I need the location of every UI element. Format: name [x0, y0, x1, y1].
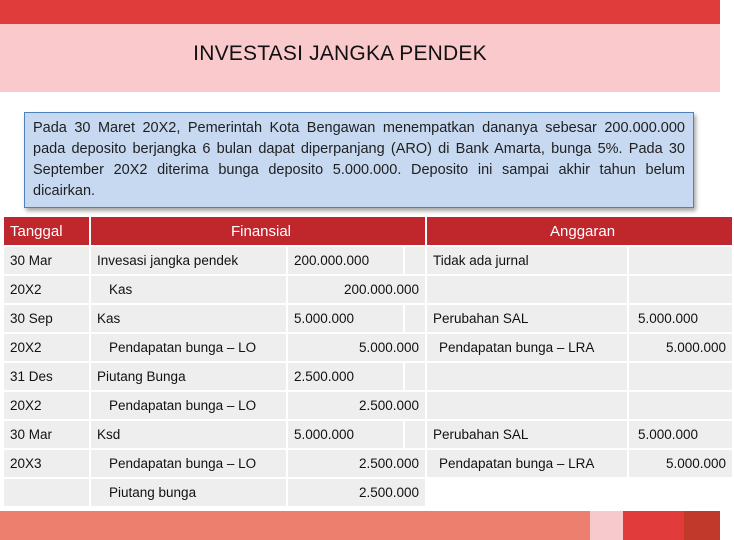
description-box: Pada 30 Maret 20X2, Pemerintah Kota Bengawan menempatkan dananya sebesar 200.000.000 pada deposito berjangka 6 bulan dapat diperpanjang (ARO) di Bank Amarta, bunga 5%. Pada 30 September 20X2 diterima bunga deposito 5.000.000. Deposito ini sampai akhir tahun belum dicairkan.	[24, 112, 694, 208]
cell-finansial-account: Pendapatan bunga – LO	[91, 334, 286, 361]
cell-finansial-credit	[405, 421, 425, 448]
cell-finansial-debit: 5.000.000	[288, 421, 403, 448]
cell-tanggal: 20X2	[4, 276, 89, 303]
cell-anggaran-account: Perubahan SAL	[427, 305, 627, 332]
cell-finansial-debit: 200.000.000	[288, 247, 403, 274]
table-row	[4, 247, 732, 274]
cell-tanggal: 30 Mar	[4, 247, 89, 274]
cell-finansial-account: Kas	[91, 276, 286, 303]
cell-finansial-account: Piutang Bunga	[91, 363, 286, 390]
cell-finansial-debit: 5.000.000	[288, 305, 403, 332]
cell-finansial-credit: 2.500.000	[288, 450, 425, 477]
cell-finansial-account: Pendapatan bunga – LO	[91, 450, 286, 477]
bottom-bar-segment	[0, 511, 590, 540]
cell-tanggal: 30 Mar	[4, 421, 89, 448]
header-anggaran: Anggaran	[427, 217, 732, 245]
cell-anggaran-account	[427, 363, 627, 390]
cell-finansial-credit: 2.500.000	[288, 479, 425, 506]
cell-tanggal: 31 Des	[4, 363, 89, 390]
bottom-bar-segment	[590, 511, 623, 540]
cell-anggaran-account: Tidak ada jurnal	[427, 247, 627, 274]
cell-anggaran-account: Pendapatan bunga – LRA	[427, 334, 627, 361]
cell-anggaran-amount	[629, 363, 732, 390]
cell-finansial-credit: 5.000.000	[288, 334, 425, 361]
cell-finansial-credit	[405, 305, 425, 332]
bottom-bar-segment	[684, 511, 720, 540]
cell-anggaran-debit: 5.000.000	[629, 421, 732, 448]
cell-tanggal: 20X2	[4, 334, 89, 361]
cell-finansial-account: Pendapatan bunga – LO	[91, 392, 286, 419]
cell-tanggal: 20X2	[4, 392, 89, 419]
cell-tanggal	[4, 479, 89, 506]
cell-anggaran-account: Perubahan SAL	[427, 421, 627, 448]
header-tanggal: Tanggal	[4, 217, 89, 245]
cell-finansial-account: Ksd	[91, 421, 286, 448]
cell-anggaran-amount	[629, 247, 732, 274]
table-row	[4, 305, 732, 332]
cell-finansial-credit	[405, 363, 425, 390]
top-accent-bar	[0, 0, 720, 24]
cell-anggaran-amount	[629, 392, 732, 419]
cell-finansial-account: Invesasi jangka pendek	[91, 247, 286, 274]
table-row	[4, 392, 732, 419]
cell-anggaran-account	[427, 392, 627, 419]
cell-tanggal: 30 Sep	[4, 305, 89, 332]
table-row	[4, 363, 732, 390]
cell-anggaran-amount	[629, 276, 732, 303]
cell-finansial-account: Kas	[91, 305, 286, 332]
table-header-row	[4, 217, 732, 245]
journal-table	[2, 215, 734, 508]
table-row	[4, 276, 732, 303]
bottom-bar-segment	[623, 511, 684, 540]
header-finansial: Finansial	[91, 217, 425, 245]
cell-finansial-credit	[405, 247, 425, 274]
table-row	[4, 421, 732, 448]
cell-anggaran-credit: 5.000.000	[629, 334, 732, 361]
cell-anggaran-credit: 5.000.000	[629, 450, 732, 477]
cell-anggaran-debit: 5.000.000	[629, 305, 732, 332]
slide-title: INVESTASI JANGKA PENDEK	[193, 42, 487, 65]
table-row	[4, 334, 732, 361]
bottom-accent-bar	[0, 511, 720, 540]
cell-finansial-account: Piutang bunga	[91, 479, 286, 506]
cell-anggaran-account: Pendapatan bunga – LRA	[427, 450, 627, 477]
cell-finansial-debit: 2.500.000	[288, 363, 403, 390]
cell-finansial-credit: 200.000.000	[288, 276, 425, 303]
cell-anggaran-account	[427, 276, 627, 303]
cell-tanggal: 20X3	[4, 450, 89, 477]
cell-finansial-credit: 2.500.000	[288, 392, 425, 419]
table-row	[4, 450, 732, 477]
table-row	[4, 479, 732, 506]
